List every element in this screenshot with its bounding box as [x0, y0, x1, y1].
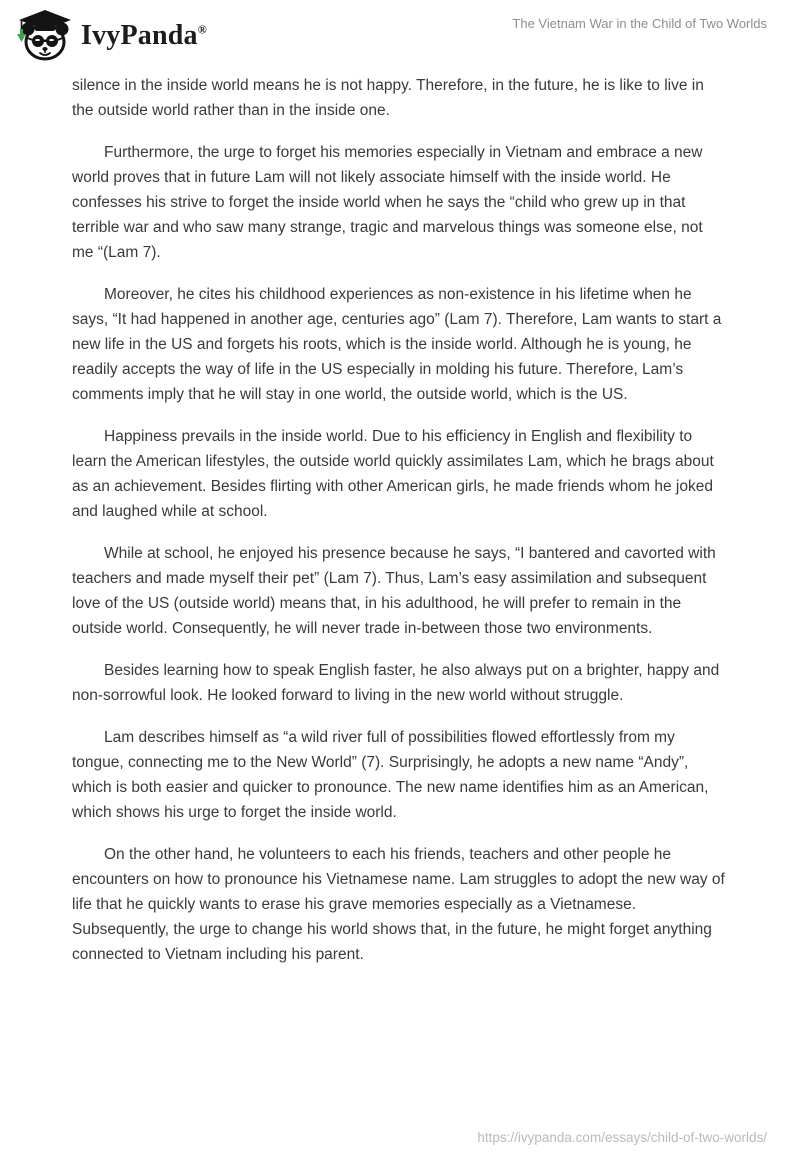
logo-text: IvyPanda® [81, 20, 207, 51]
essay-paragraph: While at school, he enjoyed his presence because he says, “I bantered and cavorted with teachers and made myself their pet” (Lam 7). Thus, Lam’s easy assimilation and subsequent love of the US (outside world) means that, in his adulthood, he will prefer to remain in the outside world. Consequently, he will never trade in-between those two environments. [72, 545, 716, 637]
essay-paragraph: Happiness prevails in the inside world. Due to his efficiency in English and flexibility to learn the American lifestyles, the outside world quickly assimilates Lam, which he brags about as an achievement. Besides flirting with other American girls, he made friends whom he joked and laughed while at school. [72, 428, 714, 520]
essay-paragraph: Furthermore, the urge to forget his memories especially in Vietnam and embrace a new world proves that in future Lam will not likely associate himself with the inside world. He confesses his strive to forget the inside world when he says the “child who grew up in that terrible war and who saw many strange, tragic and marvelous things was someone else, not me “(Lam 7). [72, 144, 703, 261]
essay-body [72, 73, 728, 984]
essay-paragraph: On the other hand, he volunteers to each his friends, teachers and other people he encounters on how to pronounce his Vietnamese name. Lam struggles to adopt the new way of life that he quickly wants to erase his grave memories especially as a Vietnamese. Subsequently, the urge to change his world shows that, in the future, he might forget anything connected to Vietnam including his parent. [72, 846, 725, 963]
panda-graduation-cap-icon [14, 9, 72, 63]
page-header [14, 8, 767, 64]
essay-paragraph: Lam describes himself as “a wild river full of possibilities flowed effortlessly from my tongue, connecting me to the New World” (7). Surprisingly, he adopts a new name “Andy”, which is both easier and quicker to pronounce. The new name identifies him as an American, which shows his urge to forget the inside world. [72, 729, 709, 821]
document-title: The Vietnam War in the Child of Two Worlds [512, 16, 767, 31]
ivypanda-logo [14, 8, 207, 64]
essay-paragraph: Besides learning how to speak English faster, he also always put on a brighter, happy and non-sorrowful look. He looked forward to living in the new world without struggle. [72, 662, 720, 704]
source-url-link[interactable]: https://ivypanda.com/essays/child-of-two-worlds/ [477, 1130, 767, 1145]
essay-paragraph: Moreover, he cites his childhood experiences as non-existence in his lifetime when he says, “It had happened in another age, centuries ago” (Lam 7). Therefore, Lam wants to start a new life in the US and forgets his roots, which is the inside world. Although he is young, he readily accepts the way of life in the US especially in molding his future. Therefore, Lam’s comments imply that he will stay in one world, the outside world, which is the US. [72, 286, 722, 403]
registered-trademark-mark: ® [197, 22, 207, 37]
essay-paragraph: silence in the inside world means he is not happy. Therefore, in the future, he is like to live in the outside world rather than in the inside one. [72, 77, 704, 119]
